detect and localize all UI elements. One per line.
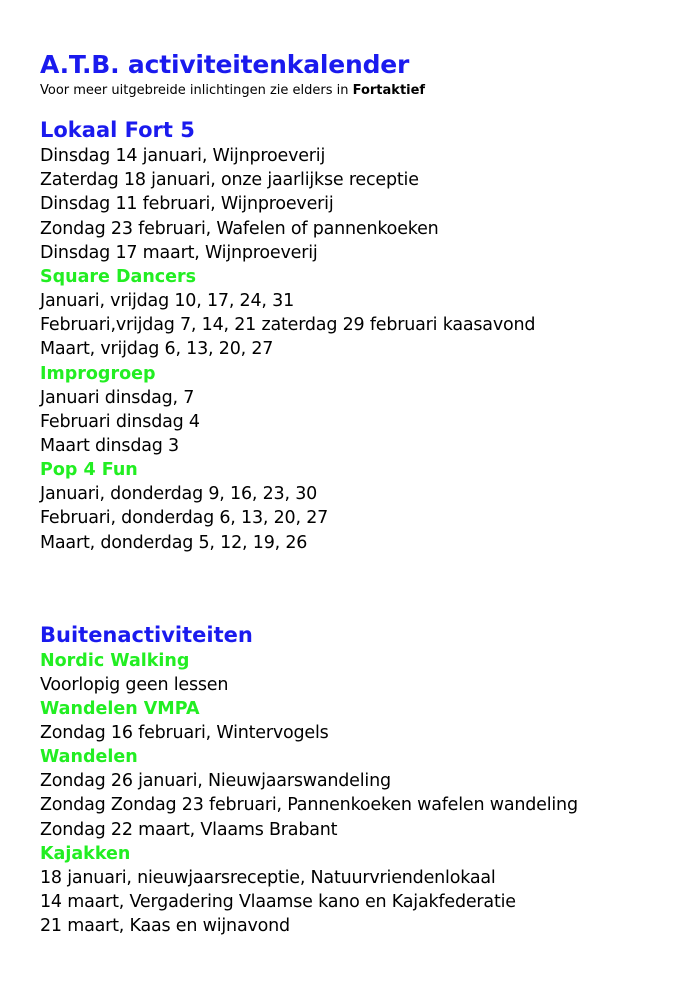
- event-line: Februari, donderdag 6, 13, 20, 27: [40, 508, 329, 529]
- section-buitenactiviteiten: [40, 621, 700, 939]
- event-line: 14 maart, Vergadering Vlaamse kano en Kajakfederatie: [40, 892, 516, 913]
- event-line: Maart, vrijdag 6, 13, 20, 27: [40, 339, 274, 360]
- event-line: Zondag 26 januari, Nieuwjaarswandeling: [40, 771, 391, 792]
- event-line: Dinsdag 17 maart, Wijnproeverij: [40, 242, 318, 263]
- page-subtitle: [40, 82, 700, 99]
- group-nordic-walking: [40, 649, 700, 697]
- event-line: Februari dinsdag 4: [40, 411, 200, 432]
- section-title: Buitenactiviteiten: [40, 622, 253, 647]
- section-title: Lokaal Fort 5: [40, 118, 195, 142]
- subtitle-publication: Fortaktief: [352, 83, 426, 98]
- group-pop-4-fun: [40, 458, 700, 555]
- group-title: Wandelen VMPA: [40, 699, 200, 720]
- event-line: Zondag Zondag 23 februari, Pannenkoeken wafelen wandeling: [40, 795, 578, 816]
- event-line: Zondag 23 februari, Wafelen of pannenkoeken: [40, 218, 439, 239]
- group-kajakken: [40, 842, 700, 939]
- event-line: Februari,vrijdag 7, 14, 21 zaterdag 29 februari kaasavond: [40, 315, 536, 336]
- event-line: Januari, vrijdag 10, 17, 24, 31: [40, 291, 295, 312]
- group-title: Nordic Walking: [40, 650, 190, 671]
- group-title: Wandelen: [40, 747, 138, 768]
- group-title: Square Dancers: [40, 267, 197, 288]
- event-line: Maart dinsdag 3: [40, 436, 179, 457]
- group-wandelen-vmpa: [40, 697, 700, 745]
- event-line: Voorlopig geen lessen: [40, 674, 229, 695]
- event-line: Dinsdag 11 februari, Wijnproeverij: [40, 194, 334, 215]
- page-title: A.T.B. activiteitenkalender: [40, 50, 410, 79]
- event-line: Zondag 22 maart, Vlaams Brabant: [40, 819, 338, 840]
- document-header: [40, 50, 700, 99]
- event-line: 18 januari, nieuwjaarsreceptie, Natuurvriendenlokaal: [40, 867, 496, 888]
- event-line: 21 maart, Kaas en wijnavond: [40, 916, 290, 937]
- event-line: Januari dinsdag, 7: [40, 387, 195, 408]
- group-title: Kajakken: [40, 843, 131, 864]
- event-line: Maart, donderdag 5, 12, 19, 26: [40, 532, 308, 553]
- section-lokaal-fort-5: [40, 116, 700, 555]
- group-improgroep: [40, 362, 700, 459]
- group-square-dancers: [40, 265, 700, 362]
- group-lokaal-events: [40, 144, 700, 265]
- subtitle-text: Voor meer uitgebreide inlichtingen zie elders in: [40, 83, 353, 98]
- event-line: Zaterdag 18 januari, onze jaarlijkse receptie: [40, 170, 419, 191]
- event-line: Januari, donderdag 9, 16, 23, 30: [40, 484, 318, 505]
- group-wandelen: [40, 745, 700, 842]
- group-title: Improgroep: [40, 363, 156, 384]
- event-line: Zondag 16 februari, Wintervogels: [40, 723, 329, 744]
- event-line: Dinsdag 14 januari, Wijnproeverij: [40, 146, 326, 166]
- group-title: Pop 4 Fun: [40, 460, 138, 481]
